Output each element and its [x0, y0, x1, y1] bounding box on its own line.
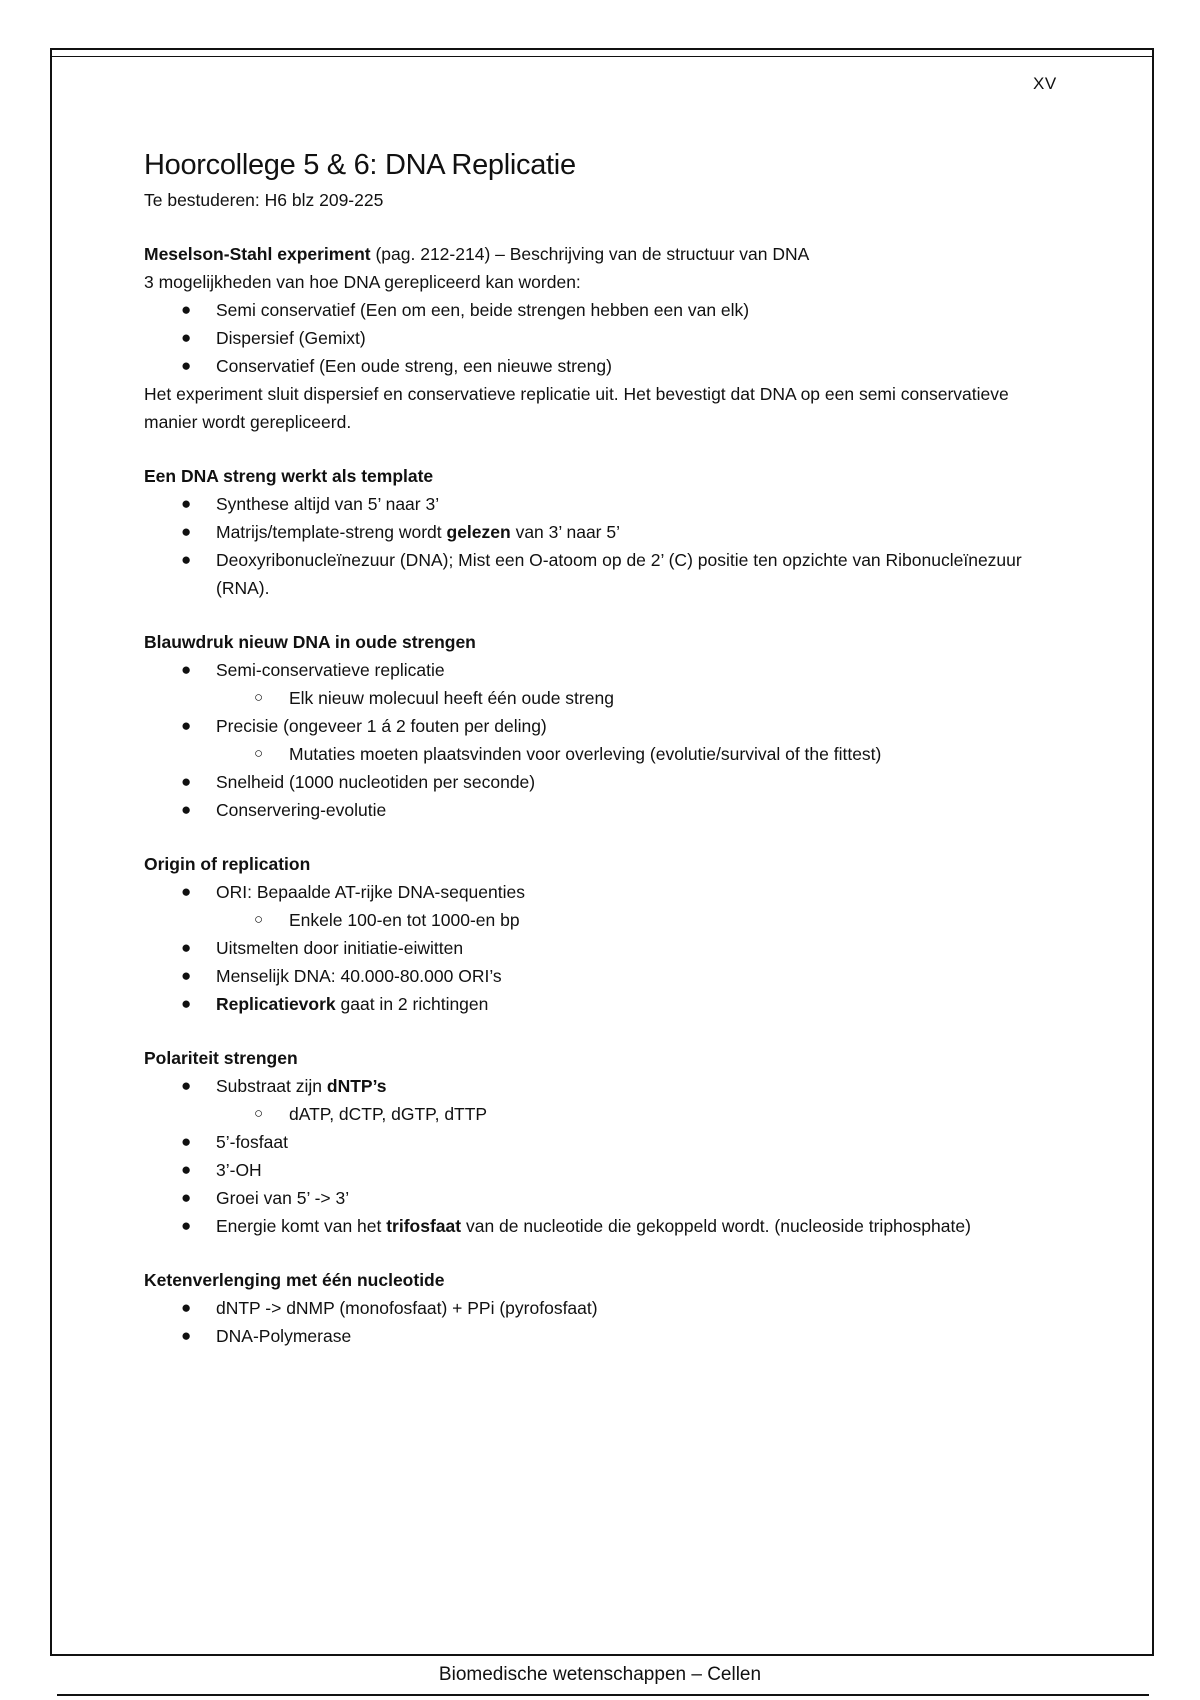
bullet-icon: ● — [181, 994, 192, 1013]
list-item: ● dNTP -> dNMP (monofosfaat) + PPi (pyrofosfaat) — [144, 1294, 1044, 1322]
list-item: ● Uitsmelten door initiatie-eiwitten — [144, 934, 1044, 962]
section-heading-line — [144, 240, 1044, 268]
sub-list-item: ○ dATP, dCTP, dGTP, dTTP — [216, 1100, 1044, 1128]
bullet-icon: ● — [181, 1326, 192, 1345]
list-item: ● DNA-Polymerase — [144, 1322, 1044, 1350]
bullet-icon: ● — [181, 772, 192, 791]
bullet-icon: ● — [181, 550, 192, 569]
section-heading: Polariteit strengen — [144, 1048, 298, 1068]
section-ketenverlenging — [144, 1266, 1044, 1350]
sub-bullet-icon: ○ — [254, 689, 264, 706]
list-item: ● Energie komt van het trifosfaat van de nucleotide die gekoppeld wordt. (nucleoside triphosphate) — [144, 1212, 1044, 1240]
sub-list — [216, 1100, 1044, 1128]
section-origin — [144, 850, 1044, 1018]
study-reference: Te bestuderen: H6 blz 209-225 — [144, 190, 384, 210]
sub-list — [216, 684, 1044, 712]
list-item: ● Synthese altijd van 5’ naar 3’ — [144, 490, 1044, 518]
bullet-list — [144, 656, 1044, 824]
list-item: ● Groei van 5’ -> 3’ — [144, 1184, 1044, 1212]
bullet-list — [144, 1294, 1044, 1350]
page-number: XV — [1033, 74, 1057, 93]
bullet-list — [144, 878, 1044, 1018]
list-item: ● ORI: Bepaalde AT-rijke DNA-sequenties ○ Enkele 100-en tot 1000-en bp — [144, 878, 1044, 934]
section-template — [144, 462, 1044, 602]
list-item: ● Replicatievork gaat in 2 richtingen — [144, 990, 1044, 1018]
list-item: ● Deoxyribonucleïnezuur (DNA); Mist een O-atoom op de 2’ (C) positie ten opzichte van Ribonucleïnezuur (RNA). — [144, 546, 1044, 602]
list-item: ● Conservering-evolutie — [144, 796, 1044, 824]
sub-list-item: ○ Enkele 100-en tot 1000-en bp — [216, 906, 1044, 934]
bullet-icon: ● — [181, 356, 192, 375]
section-meselson-stahl — [144, 240, 1044, 436]
footer-divider — [57, 1694, 1149, 1696]
list-item: ● Conservatief (Een oude streng, een nieuwe streng) — [144, 352, 1044, 380]
sub-list-item: ○ Mutaties moeten plaatsvinden voor overleving (evolutie/survival of the fittest) — [216, 740, 1044, 768]
bullet-icon: ● — [181, 1298, 192, 1317]
bullet-icon: ● — [181, 1160, 192, 1179]
list-item: ● 3’-OH — [144, 1156, 1044, 1184]
list-item: ● 5’-fosfaat — [144, 1128, 1044, 1156]
page-footer: Biomedische wetenschappen – Cellen — [438, 1664, 762, 1685]
list-item: ● Dispersief (Gemixt) — [144, 324, 1044, 352]
section-intro: 3 mogelijkheden van hoe DNA gerepliceerd kan worden: — [144, 272, 581, 292]
section-polariteit — [144, 1044, 1044, 1240]
page-title: Hoorcollege 5 & 6: DNA Replicatie — [144, 149, 576, 181]
sub-bullet-icon: ○ — [254, 911, 264, 928]
section-heading: Origin of replication — [144, 854, 311, 874]
list-item: ● Matrijs/template-streng wordt gelezen van 3’ naar 5’ — [144, 518, 1044, 546]
section-blauwdruk — [144, 628, 1044, 824]
list-item: ● Precisie (ongeveer 1 á 2 fouten per deling) ○ Mutaties moeten plaatsvinden voor overleving (evolutie/survival of the fittest) — [144, 712, 1044, 768]
section-heading: Meselson-Stahl experiment — [144, 244, 371, 264]
bullet-icon: ● — [181, 522, 192, 541]
sub-list — [216, 740, 1044, 768]
bullet-icon: ● — [181, 1132, 192, 1151]
sub-list-item: ○ Elk nieuw molecuul heeft één oude streng — [216, 684, 1044, 712]
page-border-inner-line — [52, 56, 1152, 57]
bullet-list — [144, 1072, 1044, 1240]
bullet-list — [144, 296, 1044, 380]
bullet-icon: ● — [181, 966, 192, 985]
section-heading-suffix: (pag. 212-214) – Beschrijving van de structuur van DNA — [370, 244, 810, 264]
sub-bullet-icon: ○ — [254, 1105, 264, 1122]
bullet-icon: ● — [181, 1216, 192, 1235]
bullet-icon: ● — [181, 494, 192, 513]
bullet-icon: ● — [181, 716, 192, 735]
sub-bullet-icon: ○ — [254, 745, 264, 762]
section-heading: Ketenverlenging met één nucleotide — [144, 1270, 445, 1290]
bullet-icon: ● — [181, 328, 192, 347]
bullet-list — [144, 490, 1044, 602]
bullet-icon: ● — [181, 660, 192, 679]
bullet-icon: ● — [181, 300, 192, 319]
bullet-icon: ● — [181, 938, 192, 957]
list-item: ● Snelheid (1000 nucleotiden per seconde) — [144, 768, 1044, 796]
bullet-icon: ● — [181, 882, 192, 901]
list-item: ● Semi-conservatieve replicatie ○ Elk nieuw molecuul heeft één oude streng — [144, 656, 1044, 712]
bullet-icon: ● — [181, 1076, 192, 1095]
document-body — [144, 146, 1044, 1376]
bullet-icon: ● — [181, 1188, 192, 1207]
bullet-icon: ● — [181, 800, 192, 819]
section-conclusion: Het experiment sluit dispersief en conservatieve replicatie uit. Het bevestigt dat DNA op een semi conservatieve manier wordt gerepliceerd. — [144, 384, 1009, 432]
section-heading: Een DNA streng werkt als template — [144, 466, 434, 486]
list-item: ● Semi conservatief (Een om een, beide strengen hebben een van elk) — [144, 296, 1044, 324]
section-heading: Blauwdruk nieuw DNA in oude strengen — [144, 632, 476, 652]
list-item: ● Menselijk DNA: 40.000-80.000 ORI’s — [144, 962, 1044, 990]
list-item: ● Substraat zijn dNTP’s ○ dATP, dCTP, dGTP, dTTP — [144, 1072, 1044, 1128]
sub-list — [216, 906, 1044, 934]
